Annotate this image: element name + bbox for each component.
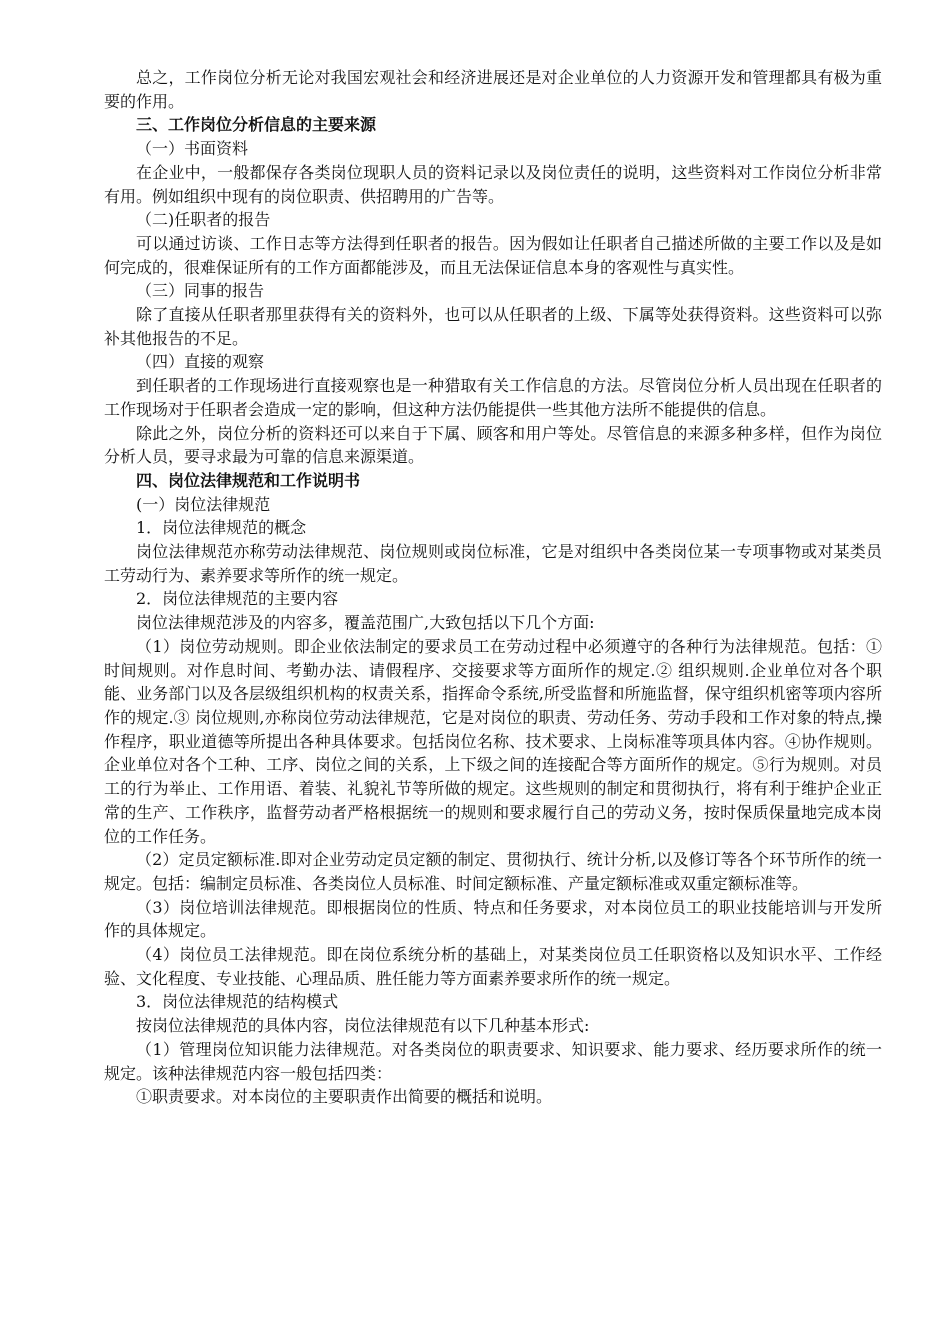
paragraph: 岗位法律规范亦称劳动法律规范、岗位规则或岗位标准，它是对组织中各类岗位某一专项事物或对某类员工劳动行为、素养要求等所作的统一规定。 bbox=[104, 542, 882, 585]
section-heading: 三、工作岗位分析信息的主要来源 bbox=[136, 115, 377, 135]
paragraph: 岗位法律规范涉及的内容多，覆盖范围广,大致包括以下几个方面: bbox=[136, 613, 595, 633]
paragraph: 总之，工作岗位分析无论对我国宏观社会和经济进展还是对企业单位的人力资源开发和管理都具有极为重要的作用。 bbox=[104, 68, 882, 111]
paragraph: 到任职者的工作现场进行直接观察也是一种猎取有关工作信息的方法。尽管岗位分析人员出现在任职者的工作现场对于任职者会造成一定的影响，但这种方法仍能提供一些其他方法所不能提供的信息。 bbox=[104, 376, 882, 419]
paragraph: （2）定员定额标准.即对企业劳动定员定额的制定、贯彻执行、统计分析,以及修订等各个环节所作的统一规定。包括：编制定员标准、各类岗位人员标准、时间定额标准、产量定额标准或双重定额标准等。 bbox=[104, 850, 882, 893]
subsection-heading: (一）岗位法律规范 bbox=[136, 494, 271, 514]
paragraph: 按岗位法律规范的具体内容，岗位法律规范有以下几种基本形式: bbox=[136, 1016, 590, 1036]
paragraph: （1）岗位劳动规则。即企业依法制定的要求员工在劳动过程中必须遵守的各种行为法律规范。包括：①时间规则。对作息时间、考勤办法、请假程序、交接要求等方面所作的规定.② 组织规则.企业单位对各个职能、业务部门以及各层级组织机构的权责关系，指挥命令系统,所受监督和所施监督，保守组织机密等项内容所作的规定.③ 岗位规则,亦称岗位劳动法律规范，它是对岗位的职责、劳动任务、劳动手段和工作对象的特点,操作程序，职业道德等所提出各种具体要求。包括岗位名称、技术要求、上岗标准等项具体内容。④协作规则。企业单位对各个工种、工序、岗位之间的关系，上下级之间的连接配合等方面所作的规定。⑤行为规则。对员工的行为举止、工作用语、着装、礼貌礼节等所做的规定。这些规则的制定和贯彻执行，将有利于维护企业正常的生产、工作秩序，监督劳动者严格根据统一的规则和要求履行自己的劳动义务，按时保质保量地完成本岗位的工作任务。 bbox=[104, 636, 882, 846]
paragraph: ①职责要求。对本岗位的主要职责作出简要的概括和说明。 bbox=[136, 1087, 553, 1107]
paragraph: （1）管理岗位知识能力法律规范。对各类岗位的职责要求、知识要求、能力要求、经历要求所作的统一规定。该种法律规范内容一般包括四类： bbox=[104, 1039, 882, 1083]
paragraph: 可以通过访谈、工作日志等方法得到任职者的报告。因为假如让任职者自己描述所做的主要工作以及是如何完成的，很难保证所有的工作方面都能涉及，而且无法保证信息本身的客观性与真实性。 bbox=[104, 233, 882, 277]
subsection-heading: 1．岗位法律规范的概念 bbox=[136, 518, 307, 538]
paragraph: 除了直接从任职者那里获得有关的资料外，也可以从任职者的上级、下属等处获得资料。这些资料可以弥补其他报告的不足。 bbox=[104, 305, 882, 348]
subsection-heading: 3．岗位法律规范的结构模式 bbox=[136, 992, 339, 1012]
section-heading: 四、岗位法律规范和工作说明书 bbox=[136, 470, 361, 490]
subsection-heading: （三）同事的报告 bbox=[136, 281, 265, 301]
document-body bbox=[104, 66, 882, 1109]
subsection-heading: （四）直接的观察 bbox=[136, 352, 265, 372]
paragraph: 除此之外，岗位分析的资料还可以来自于下属、顾客和用户等处。尽管信息的来源多种多样，但作为岗位分析人员，要寻求最为可靠的信息来源渠道。 bbox=[104, 423, 882, 467]
paragraph: 在企业中，一般都保存各类岗位现职人员的资料记录以及岗位责任的说明，这些资料对工作岗位分析非常有用。例如组织中现有的岗位职责、供招聘用的广告等。 bbox=[104, 162, 882, 206]
subsection-heading: （二)任职者的报告 bbox=[136, 210, 271, 230]
subsection-heading: （一）书面资料 bbox=[136, 139, 249, 159]
paragraph: （3）岗位培训法律规范。即根据岗位的性质、特点和任务要求，对本岗位员工的职业技能培训与开发所作的具体规定。 bbox=[104, 897, 882, 941]
subsection-heading: 2．岗位法律规范的主要内容 bbox=[136, 589, 339, 609]
paragraph: （4）岗位员工法律规范。即在岗位系统分析的基础上，对某类岗位员工任职资格以及知识水平、工作经验、文化程度、专业技能、心理品质、胜任能力等方面素养要求所作的统一规定。 bbox=[104, 945, 882, 988]
